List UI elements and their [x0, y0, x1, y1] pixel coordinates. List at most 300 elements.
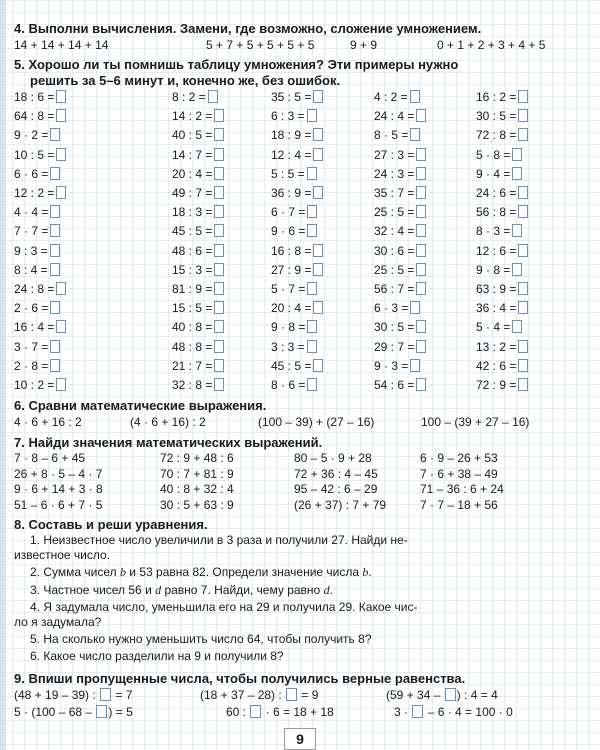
answer-box[interactable] — [512, 167, 522, 180]
task-9-equation — [394, 705, 513, 720]
drill-expression: 8 : 4 = — [14, 262, 48, 277]
task-8-problem-5: 5. На сколько нужно уменьшить число 64, чтобы получить 8? — [30, 632, 372, 646]
answer-box[interactable] — [416, 378, 426, 391]
equation-text: – 6 · 4 = 100 · 0 — [427, 705, 513, 719]
equation-text: · 6 = 18 + 18 — [265, 705, 334, 719]
answer-box[interactable] — [416, 320, 426, 333]
drill-example — [374, 109, 426, 123]
drill-expression: 9 : 3 = — [14, 243, 48, 258]
answer-box[interactable] — [208, 90, 218, 103]
answer-box[interactable] — [307, 224, 317, 237]
answer-box[interactable] — [416, 186, 426, 199]
drill-example — [271, 186, 323, 200]
answer-box[interactable] — [410, 128, 420, 141]
answer-box[interactable] — [50, 205, 60, 218]
drill-example — [14, 320, 66, 334]
equation-text: = 7 — [115, 688, 133, 702]
drill-expression: 32 : 8 = — [172, 378, 213, 392]
answer-box[interactable] — [412, 705, 423, 718]
drill-example — [374, 90, 420, 104]
drill-example — [476, 263, 522, 277]
drill-example — [172, 320, 224, 334]
answer-box[interactable] — [416, 148, 426, 161]
drill-expression: 8 · 5 = — [374, 128, 409, 143]
answer-box[interactable] — [214, 224, 224, 237]
drill-example — [374, 378, 426, 392]
answer-box[interactable] — [416, 224, 426, 237]
answer-box[interactable] — [307, 167, 317, 180]
drill-example — [374, 148, 426, 162]
drill-example — [476, 340, 528, 354]
drill-example — [374, 359, 420, 373]
drill-example — [271, 128, 323, 142]
drill-example — [172, 359, 224, 373]
task-5-heading-line2: решить за 5–6 минут и, конечно же, без ошибок. — [30, 73, 341, 88]
variable-b: b — [362, 565, 369, 579]
task-4-heading: 4. Выполни вычисления. Замени, где возможно, сложение умножением. — [14, 21, 482, 36]
problem-text: равно 7. Найди, чему равно — [161, 583, 324, 597]
drill-expression: 4 · 4 = — [14, 205, 49, 220]
drill-example — [476, 205, 528, 219]
drill-example — [476, 359, 528, 373]
drill-expression: 72 : 9 = — [476, 378, 517, 392]
answer-box[interactable] — [518, 186, 528, 199]
answer-box[interactable] — [512, 320, 522, 333]
drill-expression: 6 · 7 = — [271, 205, 306, 220]
drill-example — [14, 128, 60, 142]
drill-expression: 10 : 5 = — [14, 147, 55, 162]
drill-expression: 29 : 7 = — [374, 339, 415, 354]
equation-text: (59 + 34 – — [386, 688, 441, 702]
task-7-expression: 70 : 7 + 81 : 9 — [160, 466, 234, 481]
task-9-equation — [14, 688, 132, 703]
drill-example — [374, 128, 420, 142]
answer-box[interactable] — [56, 378, 66, 391]
answer-box[interactable] — [307, 320, 317, 333]
drill-example — [476, 109, 528, 123]
drill-example — [374, 205, 426, 219]
drill-example — [476, 244, 528, 258]
drill-expression: 18 : 6 = — [14, 90, 55, 104]
drill-example — [172, 340, 224, 354]
answer-box[interactable] — [214, 186, 224, 199]
drill-expression: 36 : 4 = — [476, 301, 517, 316]
answer-box[interactable] — [512, 224, 522, 237]
drill-expression: 24 : 3 = — [374, 166, 415, 181]
drill-expression: 45 : 5 = — [271, 358, 312, 373]
drill-expression: 25 : 5 = — [374, 205, 415, 220]
answer-box[interactable] — [512, 263, 522, 276]
drill-example — [172, 205, 224, 219]
task-9-equation — [14, 705, 133, 720]
task-7-expression: 7 · 6 + 38 – 49 — [420, 466, 498, 481]
drill-example — [172, 301, 224, 315]
drill-expression: 4 : 2 = — [374, 90, 408, 104]
answer-box[interactable] — [50, 301, 60, 314]
drill-example — [476, 148, 522, 162]
drill-example — [476, 282, 528, 296]
answer-box[interactable] — [50, 128, 60, 141]
drill-expression: 27 : 9 = — [271, 262, 312, 277]
answer-box[interactable] — [445, 688, 456, 701]
drill-expression: 9 · 8 = — [476, 262, 511, 277]
drill-expression: 25 : 5 = — [374, 262, 415, 277]
answer-box[interactable] — [214, 359, 224, 372]
answer-box[interactable] — [410, 359, 420, 372]
task-7-expression: 9 · 6 + 14 + 3 · 8 — [14, 482, 103, 496]
drill-example — [172, 378, 224, 392]
answer-box[interactable] — [56, 320, 66, 333]
drill-expression: 14 : 2 = — [172, 109, 213, 124]
drill-expression: 16 : 8 = — [271, 243, 312, 258]
drill-expression: 2 · 6 = — [14, 301, 49, 316]
drill-example — [476, 90, 528, 104]
equation-text: (18 + 37 – 28) : — [200, 688, 282, 702]
task-4-expression: 0 + 1 + 2 + 3 + 4 + 5 — [437, 38, 546, 52]
drill-example — [14, 340, 60, 354]
answer-box[interactable] — [313, 148, 323, 161]
answer-box[interactable] — [518, 359, 528, 372]
drill-expression: 24 : 4 = — [374, 109, 415, 124]
answer-box[interactable] — [214, 378, 224, 391]
answer-box[interactable] — [214, 167, 224, 180]
drill-example — [374, 282, 426, 296]
answer-box[interactable] — [313, 301, 323, 314]
drill-example — [271, 263, 323, 277]
drill-example — [172, 90, 218, 104]
task-6-heading: 6. Сравни математические выражения. — [14, 398, 267, 413]
answer-box[interactable] — [416, 109, 426, 122]
drill-example — [14, 244, 60, 258]
task-7-expression: 72 + 36 : 4 – 45 — [294, 466, 378, 481]
drill-expression: 72 : 8 = — [476, 128, 517, 143]
answer-box[interactable] — [250, 705, 261, 718]
drill-expression: 9 · 6 = — [271, 224, 306, 239]
drill-example — [172, 148, 224, 162]
drill-example — [172, 167, 224, 181]
drill-example — [14, 148, 66, 162]
drill-example — [14, 90, 66, 104]
answer-box[interactable] — [518, 244, 528, 257]
answer-box[interactable] — [50, 359, 60, 372]
drill-expression: 16 : 2 = — [476, 90, 517, 104]
task-8-problem-1 — [14, 533, 570, 563]
answer-box[interactable] — [313, 263, 323, 276]
task-7-expression: 80 – 5 · 9 + 28 — [294, 451, 372, 465]
answer-box[interactable] — [307, 378, 317, 391]
drill-expression: 54 : 6 = — [374, 378, 415, 392]
drill-example — [476, 224, 522, 238]
drill-example — [476, 167, 522, 181]
drill-expression: 20 : 4 = — [271, 301, 312, 316]
answer-box[interactable] — [307, 205, 317, 218]
task-7-expression: 72 : 9 + 48 : 6 — [160, 451, 234, 465]
drill-example — [14, 224, 60, 238]
answer-box[interactable] — [518, 205, 528, 218]
variable-d: d — [323, 583, 330, 597]
drill-expression: 10 : 2 = — [14, 378, 55, 392]
problem-text: 2. Сумма чисел — [30, 565, 120, 579]
drill-example — [476, 378, 528, 392]
answer-box[interactable] — [50, 244, 60, 257]
drill-expression: 15 : 3 = — [172, 262, 213, 277]
drill-expression: 24 : 8 = — [14, 282, 55, 296]
drill-example — [172, 186, 224, 200]
task-7-expression: 71 – 36 : 6 + 24 — [420, 482, 504, 496]
drill-example — [271, 90, 323, 104]
answer-box[interactable] — [416, 263, 426, 276]
drill-example — [374, 224, 426, 238]
answer-box[interactable] — [416, 340, 426, 353]
page-number: 9 — [284, 728, 316, 750]
drill-expression: 6 · 6 = — [14, 166, 49, 181]
answer-box[interactable] — [50, 224, 60, 237]
answer-box[interactable] — [416, 167, 426, 180]
answer-box[interactable] — [416, 244, 426, 257]
drill-expression: 63 : 9 = — [476, 282, 517, 296]
drill-expression: 48 : 6 = — [172, 243, 213, 258]
drill-example — [14, 378, 66, 392]
answer-box[interactable] — [286, 688, 297, 701]
drill-expression: 48 : 8 = — [172, 339, 213, 354]
drill-expression: 27 : 3 = — [374, 147, 415, 162]
equation-text: 60 : — [226, 705, 247, 719]
drill-expression: 21 : 7 = — [172, 358, 213, 373]
task-7-expression: 7 · 8 – 6 + 45 — [14, 451, 86, 465]
drill-expression: 7 · 7 = — [14, 224, 49, 239]
drill-example — [14, 109, 66, 123]
problem-text: 3. Частное чисел 56 и — [30, 583, 156, 597]
drill-example — [374, 340, 426, 354]
drill-expression: 5 · 8 = — [476, 147, 511, 162]
task-9-equation — [226, 705, 334, 720]
drill-expression: 3 · 7 = — [14, 339, 49, 354]
drill-example — [476, 301, 528, 315]
drill-expression: 36 : 9 = — [271, 186, 312, 200]
drill-expression: 9 · 3 = — [374, 358, 409, 373]
drill-expression: 20 : 4 = — [172, 166, 213, 181]
drill-expression: 13 : 2 = — [476, 339, 517, 354]
drill-example — [172, 128, 224, 142]
task-8-problem-1-line2: известное число. — [14, 548, 111, 562]
task-7-expression: 6 · 9 – 26 + 53 — [420, 451, 498, 465]
answer-box[interactable] — [518, 340, 528, 353]
drill-example — [271, 148, 323, 162]
drill-example — [374, 244, 426, 258]
equation-text: = 9 — [301, 688, 319, 702]
drill-example — [271, 109, 317, 123]
drill-example — [172, 224, 224, 238]
answer-box[interactable] — [307, 109, 317, 122]
drill-expression: 18 : 3 = — [172, 205, 213, 220]
drill-expression: 8 · 6 = — [271, 378, 306, 392]
equation-text: ) : 4 = 4 — [456, 688, 498, 702]
answer-box[interactable] — [214, 128, 224, 141]
task-9-heading: 9. Впиши пропущенные числа, чтобы получились верные равенства. — [14, 671, 466, 686]
drill-expression: 16 : 4 = — [14, 320, 55, 335]
drill-example — [271, 301, 323, 315]
answer-box[interactable] — [518, 378, 528, 391]
answer-box[interactable] — [50, 263, 60, 276]
answer-box[interactable] — [214, 263, 224, 276]
answer-box[interactable] — [100, 688, 111, 701]
drill-expression: 40 : 5 = — [172, 128, 213, 143]
drill-example — [271, 320, 317, 334]
drill-expression: 9 · 8 = — [271, 320, 306, 335]
answer-box[interactable] — [313, 359, 323, 372]
task-9-equation — [386, 688, 498, 703]
drill-example — [14, 205, 60, 219]
task-7-expression: 95 – 42 : 6 – 29 — [294, 482, 378, 496]
answer-box[interactable] — [214, 282, 224, 295]
answer-box[interactable] — [518, 282, 528, 295]
task-7-expression: (26 + 37) : 7 + 79 — [294, 497, 387, 512]
task-9-equation — [200, 688, 318, 703]
task-7-expression: 51 – 6 · 6 + 7 · 5 — [14, 497, 103, 512]
drill-expression: 6 · 3 = — [374, 301, 409, 316]
equation-text: 3 · — [394, 705, 409, 719]
task-8-heading: 8. Составь и реши уравнения. — [14, 517, 208, 532]
drill-example — [271, 282, 317, 296]
drill-example — [271, 340, 317, 354]
drill-expression: 18 : 9 = — [271, 128, 312, 143]
task-4-expression: 14 + 14 + 14 + 14 — [14, 38, 109, 52]
drill-example — [271, 224, 317, 238]
task-4-expression: 9 + 9 — [350, 38, 378, 52]
drill-expression: 5 : 5 = — [271, 166, 305, 181]
task-4-expression: 5 + 7 + 5 + 5 + 5 + 5 — [206, 38, 315, 52]
drill-expression: 35 : 7 = — [374, 186, 415, 200]
task-7-expression: 26 + 8 · 5 – 4 · 7 — [14, 466, 103, 481]
drill-expression: 3 : 3 = — [271, 339, 305, 354]
drill-expression: 8 : 2 = — [172, 90, 206, 104]
drill-expression: 64 : 8 = — [14, 109, 55, 124]
task-7-expression: 30 : 5 + 63 : 9 — [160, 497, 234, 512]
drill-expression: 40 : 8 = — [172, 320, 213, 335]
equation-text: (48 + 19 – 39) : — [14, 688, 96, 702]
drill-example — [14, 282, 66, 296]
answer-box[interactable] — [518, 301, 528, 314]
problem-text: . — [329, 583, 333, 597]
drill-expression: 2 · 8 = — [14, 358, 49, 373]
answer-box[interactable] — [313, 186, 323, 199]
answer-box[interactable] — [518, 90, 528, 103]
variable-d: d — [155, 583, 162, 597]
drill-expression: 9 · 2 = — [14, 128, 49, 143]
answer-box[interactable] — [214, 148, 224, 161]
answer-box[interactable] — [410, 90, 420, 103]
drill-expression: 5 · 7 = — [271, 282, 306, 296]
task-8-problem-4-line2: ло я задумала? — [14, 615, 102, 629]
drill-example — [172, 109, 224, 123]
answer-box[interactable] — [214, 301, 224, 314]
task-8-problem-4 — [14, 600, 570, 630]
answer-box[interactable] — [214, 244, 224, 257]
answer-box[interactable] — [410, 301, 420, 314]
answer-box[interactable] — [56, 148, 66, 161]
drill-expression: 9 · 4 = — [476, 166, 511, 181]
answer-box[interactable] — [96, 705, 107, 718]
drill-example — [172, 244, 224, 258]
equation-text: ) = 5 — [108, 705, 133, 719]
answer-box[interactable] — [56, 109, 66, 122]
drill-expression: 30 : 5 = — [374, 320, 415, 335]
task-8-problem-4-line1: 4. Я задумала число, уменьшила его на 29 и получила 29. Какое чис- — [30, 600, 418, 614]
answer-box[interactable] — [307, 282, 317, 295]
task-8-problem-3 — [30, 583, 570, 598]
answer-box[interactable] — [313, 128, 323, 141]
drill-example — [14, 263, 60, 277]
drill-example — [172, 282, 224, 296]
answer-box[interactable] — [50, 167, 60, 180]
answer-box[interactable] — [56, 90, 66, 103]
answer-box[interactable] — [56, 186, 66, 199]
answer-box[interactable] — [214, 109, 224, 122]
problem-text: . — [368, 565, 372, 579]
drill-example — [14, 359, 60, 373]
answer-box[interactable] — [56, 282, 66, 295]
task-6-expression: 100 – (39 + 27 – 16) — [421, 415, 530, 429]
variable-b: b — [119, 565, 126, 579]
drill-example — [271, 359, 323, 373]
drill-expression: 81 : 9 = — [172, 282, 213, 296]
drill-expression: 12 : 2 = — [14, 186, 55, 200]
drill-expression: 12 : 6 = — [476, 243, 517, 258]
drill-example — [374, 167, 426, 181]
answer-box[interactable] — [518, 109, 528, 122]
drill-expression: 32 : 4 = — [374, 224, 415, 239]
drill-expression: 30 : 6 = — [374, 243, 415, 258]
answer-box[interactable] — [512, 148, 522, 161]
answer-box[interactable] — [214, 320, 224, 333]
drill-expression: 15 : 5 = — [172, 301, 213, 316]
task-5-heading-line1: 5. Хорошо ли ты помнишь таблицу умножения? Эти примеры нужно — [14, 57, 459, 72]
answer-box[interactable] — [214, 340, 224, 353]
answer-box[interactable] — [313, 244, 323, 257]
answer-box[interactable] — [416, 282, 426, 295]
problem-text: и 53 равна 82. Определи значение числа — [125, 565, 363, 579]
task-8-problem-1-line1: 1. Неизвестное число увеличили в 3 раза и получили 27. Найди не- — [30, 533, 408, 547]
task-6-expression: 4 · 6 + 16 : 2 — [14, 415, 82, 429]
drill-example — [476, 186, 528, 200]
drill-example — [172, 263, 224, 277]
answer-box[interactable] — [307, 340, 317, 353]
drill-expression: 14 : 7 = — [172, 147, 213, 162]
drill-example — [374, 263, 426, 277]
task-6-expression: (100 – 39) + (27 – 16) — [258, 415, 375, 429]
drill-example — [374, 320, 426, 334]
drill-expression: 45 : 5 = — [172, 224, 213, 239]
drill-example — [271, 167, 317, 181]
drill-expression: 6 : 3 = — [271, 109, 305, 124]
drill-example — [476, 320, 522, 334]
drill-expression: 42 : 6 = — [476, 358, 517, 373]
task-7-heading: 7. Найди значения математических выражений. — [14, 435, 323, 450]
drill-expression: 24 : 6 = — [476, 186, 517, 200]
answer-box[interactable] — [416, 205, 426, 218]
answer-box[interactable] — [518, 128, 528, 141]
drill-expression: 8 · 3 = — [476, 224, 511, 239]
drill-expression: 35 : 5 = — [271, 90, 312, 104]
drill-expression: 56 : 8 = — [476, 205, 517, 220]
answer-box[interactable] — [313, 90, 323, 103]
drill-example — [374, 186, 426, 200]
answer-box[interactable] — [214, 205, 224, 218]
drill-expression: 49 : 7 = — [172, 186, 213, 200]
drill-example — [271, 205, 317, 219]
answer-box[interactable] — [50, 340, 60, 353]
drill-example — [271, 244, 323, 258]
